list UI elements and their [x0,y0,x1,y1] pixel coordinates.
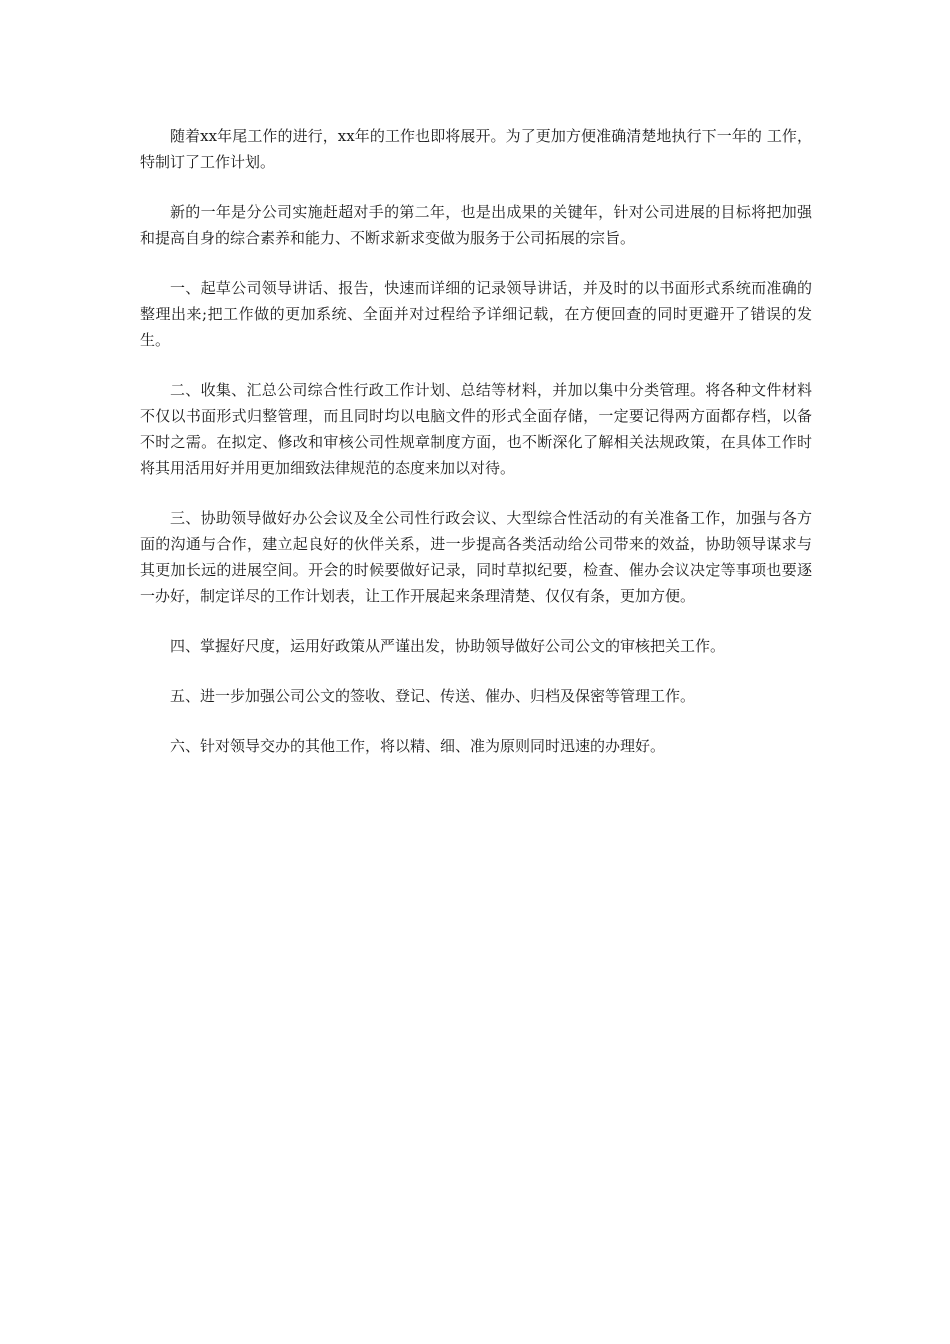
paragraph-item-5: 五、进一步加强公司公文的签收、登记、传送、催办、归档及保密等管理工作。 [170,687,696,705]
paragraph-item-2: 二、收集、汇总公司综合性行政工作计划、总结等材料，并加以集中分类管理。将各种文件材料不仅以书面形式归整管理，而且同时均以电脑文件的形式全面存储，一定要记得两方面都存档，以备不时之需。在拟定、修改和审核公司性规章制度方面，也不断深化了解相关法规政策，在具体工作时将其用活用好并用更加细致法律规范的态度来加以对待。 [140,381,812,477]
paragraph-item-1: 一、起草公司领导讲话、报告，快速而详细的记录领导讲话，并及时的以书面形式系统而准确的整理出来;把工作做的更加系统、全面并对过程给予详细记载，在方便回查的同时更避开了错误的发生。 [140,279,812,349]
document-body [140,123,812,783]
paragraph-item-3: 三、协助领导做好办公会议及全公司性行政会议、大型综合性活动的有关准备工作，加强与各方面的沟通与合作，建立起良好的伙伴关系，进一步提高各类活动给公司带来的效益，协助领导谋求与其更加长远的进展空间。开会的时候要做好记录，同时草拟纪要，检查、催办会议决定等事项也要逐一办好，制定详尽的工作计划表，让工作开展起来条理清楚、仅仅有条，更加方便。 [140,509,812,605]
paragraph-item-4: 四、掌握好尺度，运用好政策从严谨出发，协助领导做好公司公文的审核把关工作。 [170,637,726,655]
paragraph-goal: 新的一年是分公司实施赶超对手的第二年，也是出成果的关键年，针对公司进展的目标将把加强和提高自身的综合素养和能力、不断求新求变做为服务于公司拓展的宗旨。 [140,203,812,247]
paragraph-intro: 随着xx年尾工作的进行，xx年的工作也即将展开。为了更加方便准确清楚地执行下一年的 工作，特制订了工作计划。 [140,127,812,171]
paragraph-item-6: 六、针对领导交办的其他工作，将以精、细、准为原则同时迅速的办理好。 [170,737,666,755]
